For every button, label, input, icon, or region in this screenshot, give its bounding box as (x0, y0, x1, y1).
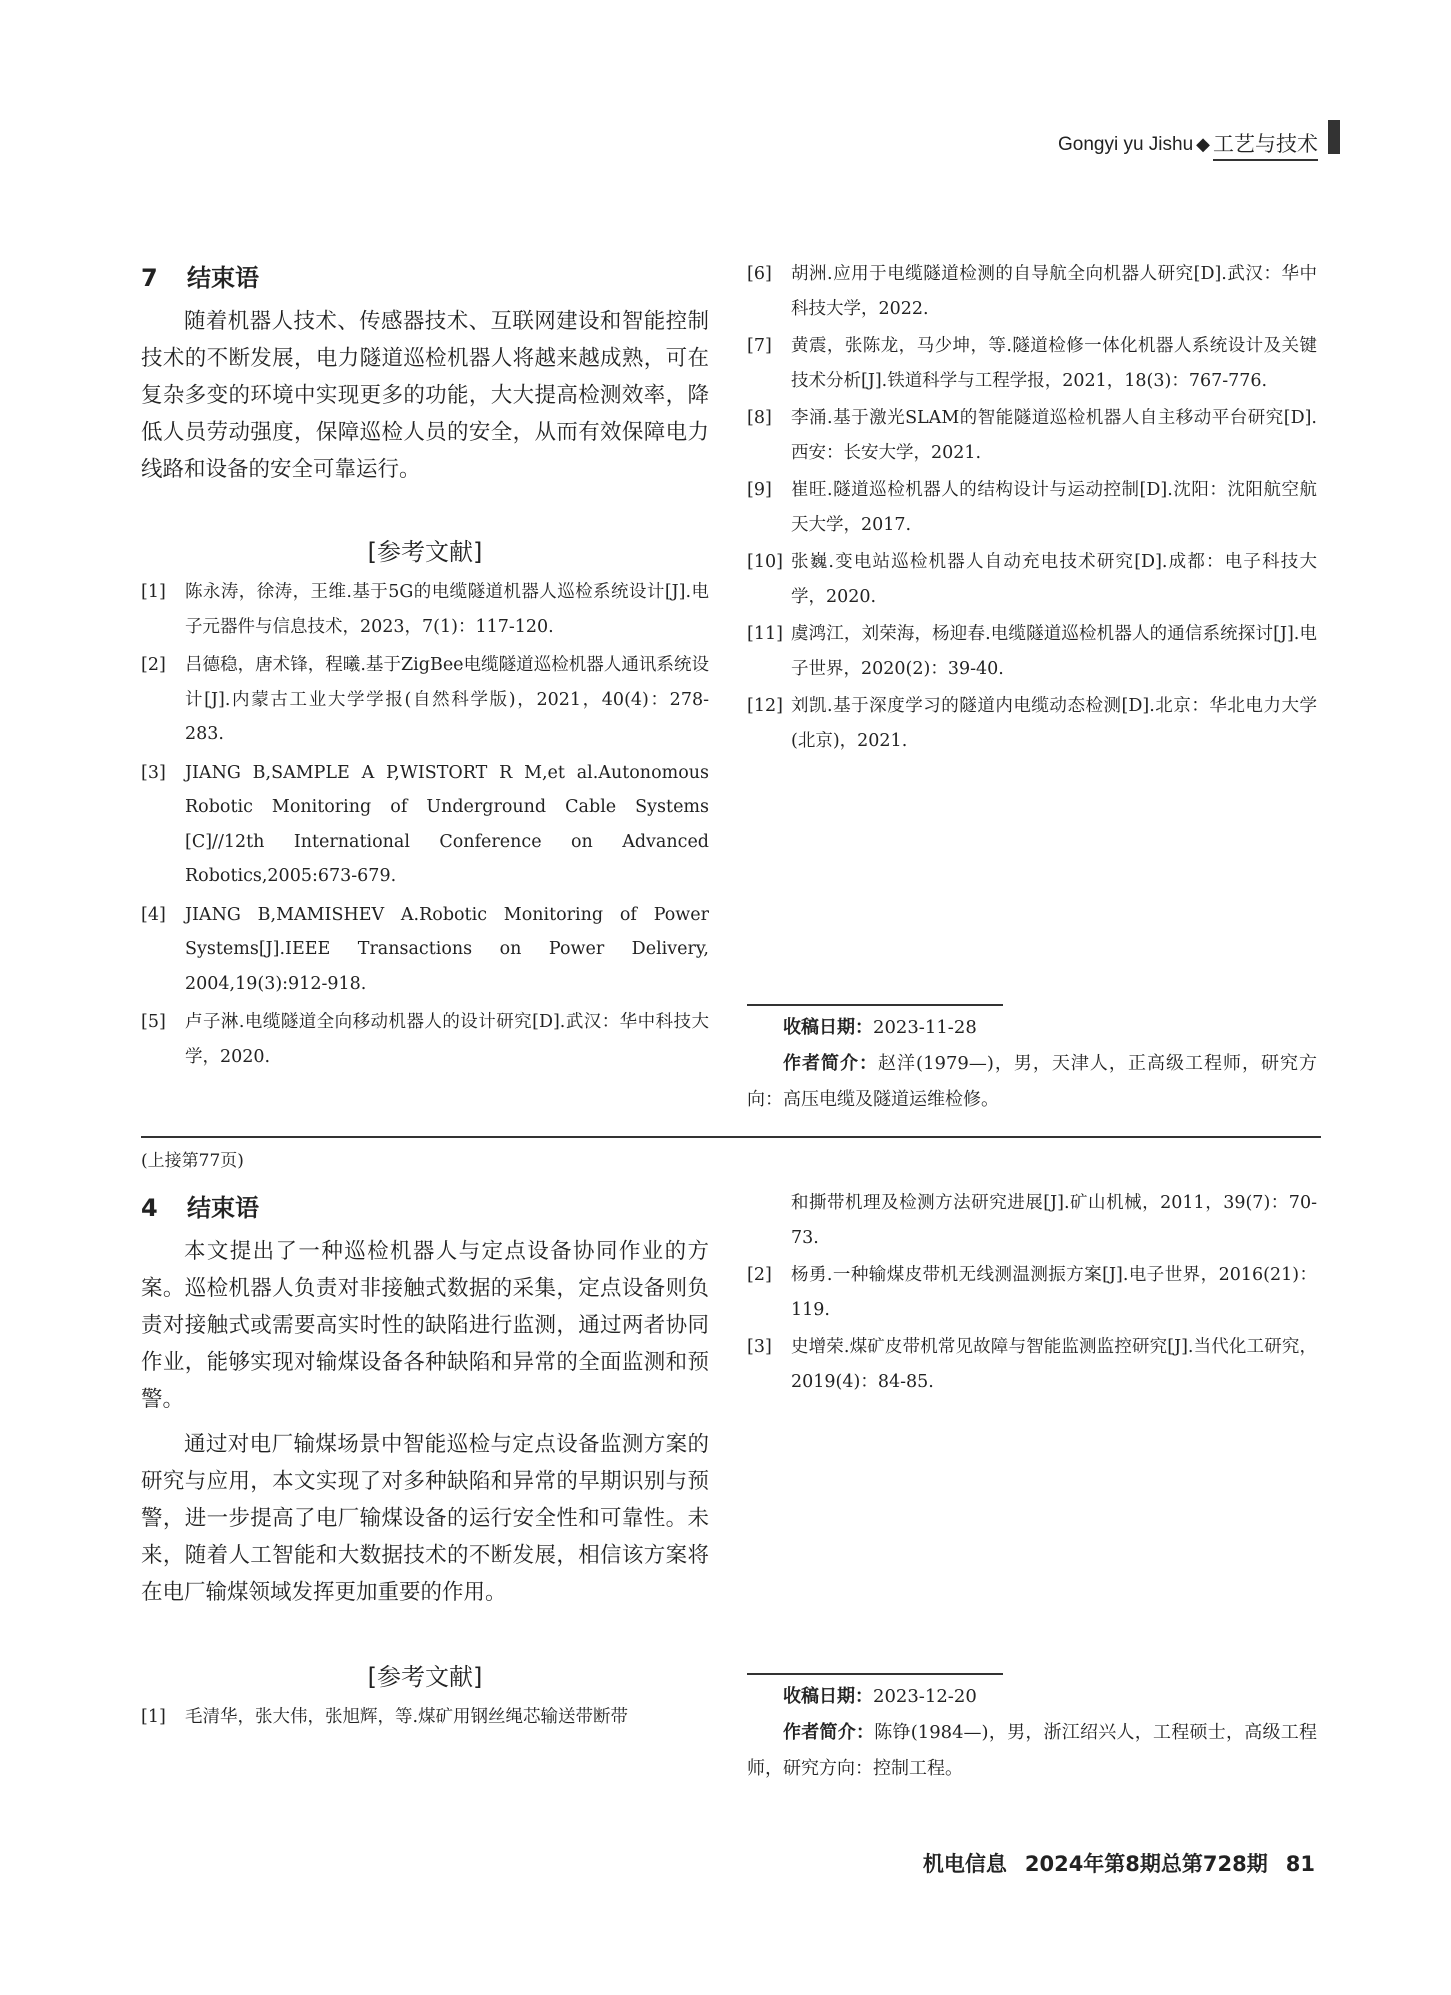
footnote-rule (747, 1004, 1003, 1006)
header-pinyin: Gongyi yu Jishu (1057, 133, 1194, 155)
references-list (141, 575, 709, 1074)
references-heading: [参考文献] (367, 1663, 483, 1691)
reference-item: [1] 毛清华，张大伟，张旭辉，等.煤矿用钢丝绳芯输送带断带 (141, 1707, 629, 1727)
diamond-icon: ◆ (1196, 134, 1210, 155)
received-date: 收稿日期：2023-12-20 (783, 1686, 977, 1707)
section-number: 4 (141, 1194, 158, 1222)
reference-item: [5] 卢子淋.电缆隧道全向移动机器人的设计研究[D].武汉：华中科技大学，2020. (141, 1012, 709, 1067)
reference-item: [8] 李涌.基于激光SLAM的智能隧道巡检机器人自主移动平台研究[D].西安：长安大学，2021. (747, 408, 1317, 463)
reference-item: [7] 黄震，张陈龙，马少坤，等.隧道检修一体化机器人系统设计及关键技术分析[J].铁道科学与工程学报，2021，18(3)：767-776. (747, 336, 1317, 391)
references-heading: [参考文献] (367, 538, 483, 566)
reference-item: [2] 杨勇.一种输煤皮带机无线测温测振方案[J].电子世界，2016(21)：119. (747, 1265, 1317, 1320)
continued-note: (上接第77页) (141, 1151, 244, 1171)
reference-item-continued: 和撕带机理及检测方法研究进展[J].矿山机械，2011，39(7)：70-73. (791, 1193, 1317, 1248)
reference-item: [2] 吕德稳，唐术锋，程曦.基于ZigBee电缆隧道巡检机器人通讯系统设计[J].内蒙古工业大学学报(自然科学版)，2021，40(4)：278-283. (141, 655, 709, 744)
article2-info (747, 1679, 1317, 1787)
section-heading (141, 1188, 709, 1223)
page-number: 81 (1285, 1852, 1315, 1876)
article-divider (141, 1136, 1321, 1138)
received-date: 收稿日期：2023-11-28 (783, 1017, 977, 1038)
header-bar-decoration (1328, 120, 1340, 154)
header-section-name: 工艺与技术 (1213, 128, 1318, 161)
reference-item: [12] 刘凯.基于深度学习的隧道内电缆动态检测[D].北京：华北电力大学(北京)，2021. (747, 696, 1317, 751)
body-paragraph: 本文提出了一种巡检机器人与定点设备协同作业的方案。巡检机器人负责对非接触式数据的采集，定点设备则负责对接触式或需要高实时性的缺陷进行监测，通过两者协同作业，能够实现对输煤设备各种缺陷和异常的全面监测和预警。 (141, 1239, 709, 1412)
article2-right-column (747, 1186, 1317, 1399)
article1-right-column (747, 257, 1317, 758)
reference-item: [1] 陈永涛，徐涛，王维.基于5G的电缆隧道机器人巡检系统设计[J].电子元器件与信息技术，2023，7(1)：117-120. (141, 582, 709, 637)
running-header (1058, 128, 1318, 161)
reference-item: [10] 张巍.变电站巡检机器人自动充电技术研究[D].成都：电子科技大学，2020. (747, 552, 1317, 607)
issue-info: 2024年第8期总第728期 (1024, 1852, 1268, 1876)
journal-name: 机电信息 (922, 1852, 1007, 1876)
page-footer (923, 1848, 1315, 1878)
section-number: 7 (141, 264, 158, 292)
article2-left-column (141, 1188, 709, 1735)
author-bio: 作者简介：赵洋(1979—)，男，天津人，正高级工程师，研究方向：高压电缆及隧道运维检修。 (747, 1053, 1317, 1110)
reference-item: [4] JIANG B,MAMISHEV A.Robotic Monitoring of Power Systems[J].IEEE Transactions on Power Delivery, 2004,19(3):912-918. (141, 904, 709, 994)
reference-item: [9] 崔旺.隧道巡检机器人的结构设计与运动控制[D].沈阳：沈阳航空航天大学，2017. (747, 480, 1317, 535)
body-paragraph: 随着机器人技术、传感器技术、互联网建设和智能控制技术的不断发展，电力隧道巡检机器人将越来越成熟，可在复杂多变的环境中实现更多的功能，大大提高检测效率，降低人员劳动强度，保障巡检人员的安全，从而有效保障电力线路和设备的安全可靠运行。 (141, 309, 709, 482)
article1-left-column (141, 258, 709, 1074)
reference-item: [11] 虞鸿江，刘荣海，杨迎春.电缆隧道巡检机器人的通信系统探讨[J].电子世界，2020(2)：39-40. (747, 624, 1317, 679)
reference-item: [6] 胡洲.应用于电缆隧道检测的自导航全向机器人研究[D].武汉：华中科技大学，2022. (747, 264, 1317, 319)
reference-item: [3] JIANG B,SAMPLE A P,WISTORT R M,et al.Autonomous Robotic Monitoring of Underground Cable Systems [C]//12th International Conference on Advanced Robotics,2005:673-679. (141, 762, 709, 886)
body-paragraph: 通过对电厂输煤场景中智能巡检与定点设备监测方案的研究与应用，本文实现了对多种缺陷和异常的早期识别与预警，进一步提高了电厂输煤设备的运行安全性和可靠性。未来，随着人工智能和大数据技术的不断发展，相信该方案将在电厂输煤领域发挥更加重要的作用。 (141, 1432, 709, 1605)
article1-info (747, 1010, 1317, 1118)
section-heading (141, 258, 709, 293)
section-title: 结束语 (187, 1194, 259, 1222)
footnote-rule (747, 1673, 1003, 1675)
reference-item: [3] 史增荣.煤矿皮带机常见故障与智能监测监控研究[J].当代化工研究，2019(4)：84-85. (747, 1337, 1317, 1392)
author-bio: 作者简介：陈铮(1984—)，男，浙江绍兴人，工程硕士，高级工程师，研究方向：控制工程。 (747, 1722, 1317, 1779)
section-title: 结束语 (187, 264, 259, 292)
